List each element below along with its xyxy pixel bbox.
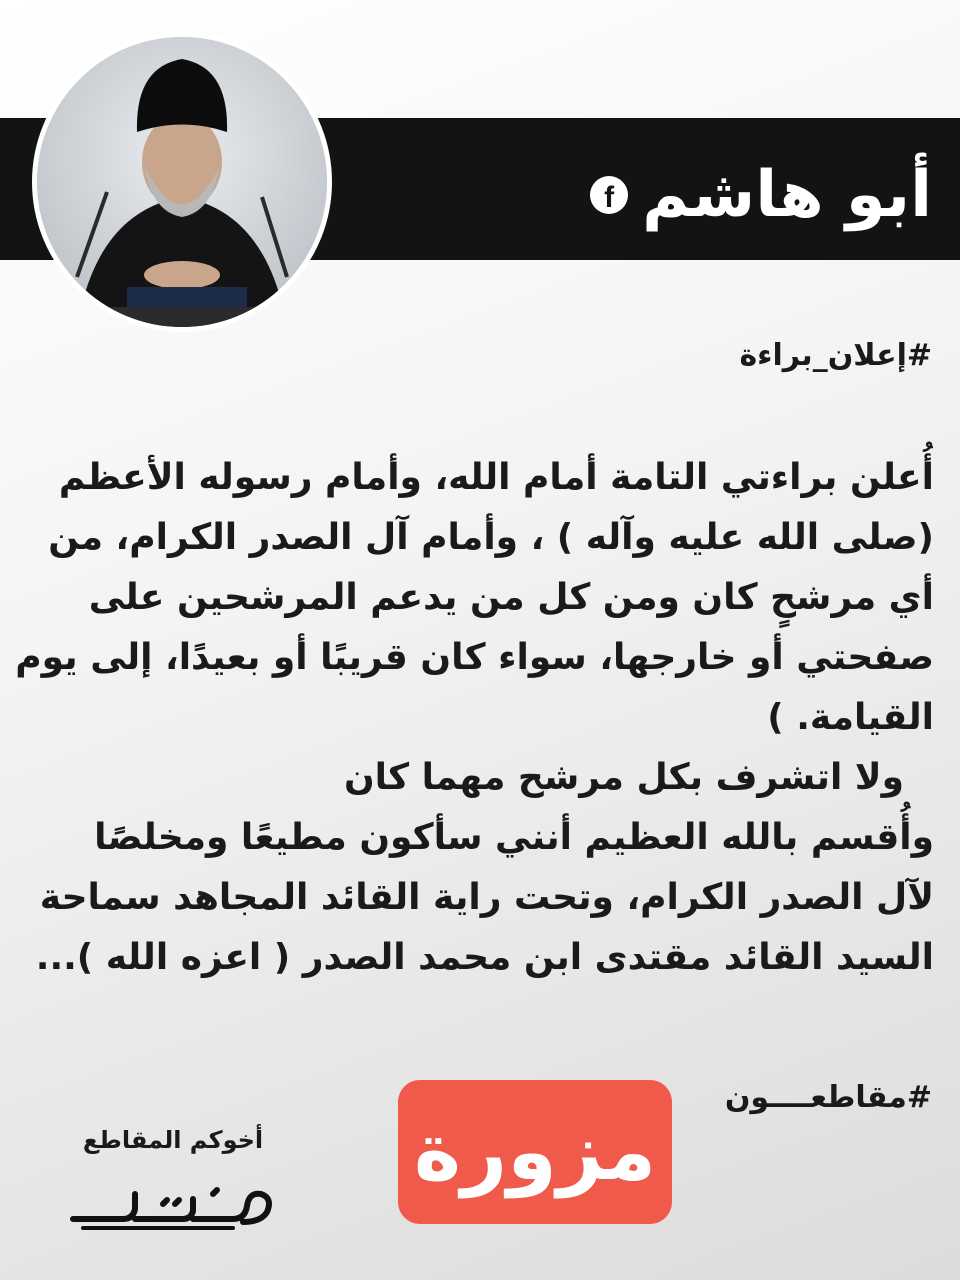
- post-line: أي مرشحٍ كان ومن كل من يدعم المرشحين على: [88, 577, 934, 618]
- signature-mark: [63, 1164, 283, 1234]
- page-name: أبو هاشم: [642, 158, 932, 232]
- hashtag-top[interactable]: #إعلان_براءة: [739, 338, 932, 373]
- signoff: [58, 1126, 288, 1234]
- page-name-header: [590, 150, 932, 240]
- profile-avatar: [32, 32, 332, 332]
- signoff-text: أخوكم المقاطع: [82, 1126, 264, 1154]
- post-line: أُعلن براءتي التامة أمام الله، وأمام رسوله الأعظم: [58, 457, 934, 498]
- post-line: وأُقسم بالله العظيم أنني سأكون مطيعًا ومخلصًا: [94, 817, 934, 858]
- facebook-icon: f: [590, 176, 628, 214]
- post-line: (صلى الله عليه وآله ) ، وأمام آل الصدر الكرام، من: [48, 517, 934, 558]
- fake-stamp: [398, 1080, 672, 1224]
- post-body: [15, 448, 934, 988]
- hashtag-bottom[interactable]: #مقاطعــــون: [724, 1080, 932, 1115]
- post-line: السيد القائد مقتدى ابن محمد الصدر ( اعزه الله )...: [35, 937, 934, 978]
- post-line: صفحتي أو خارجها، سواء كان قريبًا أو بعيدًا، إلى يوم: [15, 637, 934, 678]
- post-line: لآل الصدر الكرام، وتحت راية القائد المجاهد سماحة: [39, 877, 934, 918]
- post-line: القيامة. ): [767, 697, 934, 738]
- post-line: ولا اتشرف بكل مرشح مهما كان: [343, 757, 904, 798]
- avatar-portrait: [37, 37, 327, 327]
- fake-stamp-label: مزورة: [413, 1105, 657, 1198]
